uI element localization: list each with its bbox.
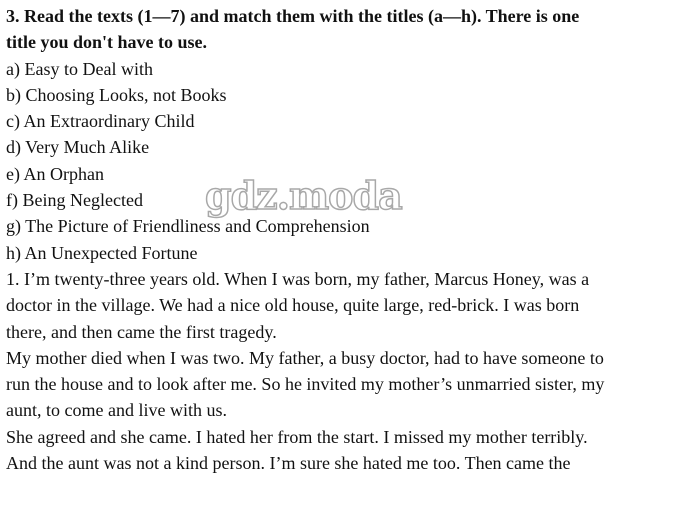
document-page bbox=[6, 3, 682, 476]
task-heading-line-1: 3. Read the texts (1—7) and match them with the titles (a—h). There is one bbox=[6, 6, 580, 26]
text1-line-2: doctor in the village. We had a nice old house, quite large, red-brick. I was born bbox=[6, 295, 580, 316]
text1-line-7: She agreed and she came. I hated her from the start. I missed my mother terribly. bbox=[6, 426, 588, 447]
title-option-g: g) The Picture of Friendliness and Comprehension bbox=[6, 216, 370, 237]
text1-line-4: My mother died when I was two. My father, a busy doctor, had to have someone to bbox=[6, 347, 604, 368]
text1-line-6: aunt, to come and live with us. bbox=[6, 400, 227, 421]
title-option-d: d) Very Much Alike bbox=[6, 137, 150, 158]
title-option-e: e) An Orphan bbox=[6, 163, 104, 184]
text1-line-3: there, and then came the first tragedy. bbox=[6, 321, 277, 342]
watermark-logo: gdz.moda bbox=[205, 173, 402, 218]
task-heading-line-2: title you don't have to use. bbox=[6, 32, 208, 53]
title-option-f: f) Being Neglected bbox=[6, 190, 143, 211]
title-option-a: a) Easy to Deal with bbox=[6, 58, 153, 79]
title-option-h: h) An Unexpected Fortune bbox=[6, 242, 198, 263]
text1-line-8: And the aunt was not a kind person. I’m sure she hated me too. Then came the bbox=[6, 453, 571, 474]
title-option-b: b) Choosing Looks, not Books bbox=[6, 84, 227, 105]
text1-line-5: run the house and to look after me. So he invited my mother’s unmarried sister, my bbox=[6, 374, 605, 395]
text1-line-1: 1. I’m twenty-three years old. When I was born, my father, Marcus Honey, was a bbox=[6, 268, 590, 289]
title-option-c: c) An Extraordinary Child bbox=[6, 111, 195, 132]
